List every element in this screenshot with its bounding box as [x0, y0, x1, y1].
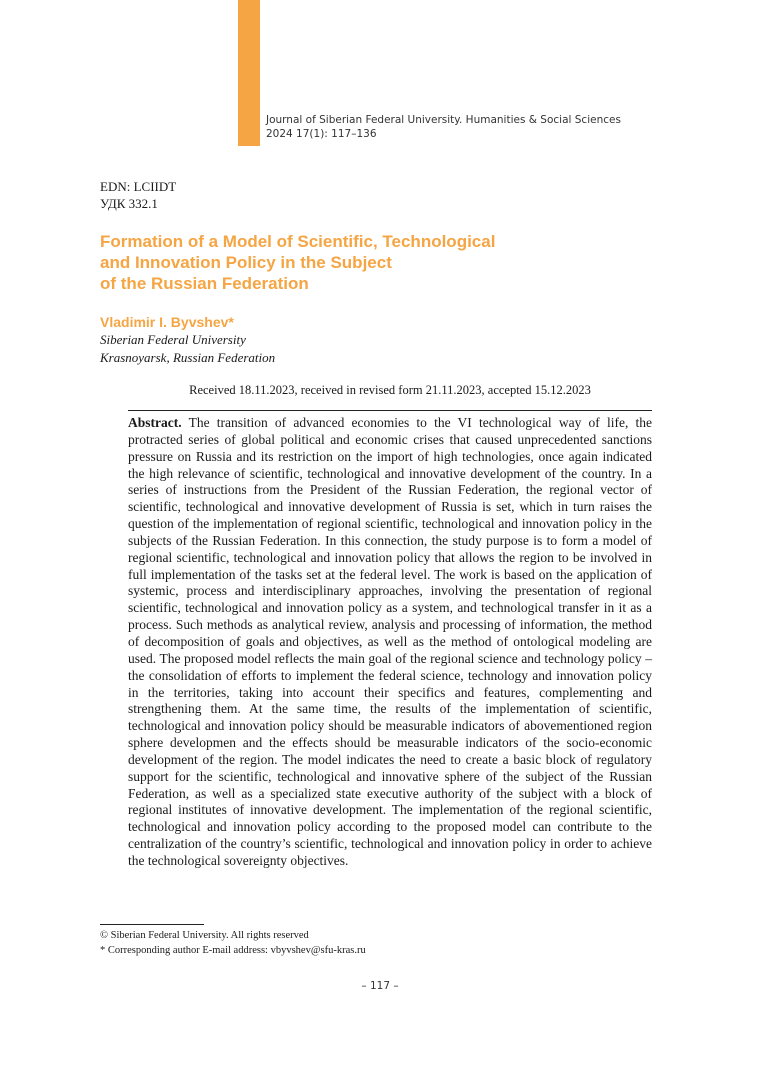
footnotes [100, 928, 366, 958]
article-title [100, 231, 540, 294]
journal-header [266, 113, 621, 141]
title-line-2: and Innovation Policy in the Subject [100, 253, 392, 272]
title-line-3: of the Russian Federation [100, 274, 309, 293]
edn-code: EDN: LCIIDT [100, 179, 177, 194]
affiliation-university: Siberian Federal University [100, 332, 246, 347]
author-affiliation [100, 331, 275, 367]
copyright-note: © Siberian Federal University. All rights reserved [100, 930, 309, 941]
classification-codes [100, 178, 176, 212]
abstract-top-rule [128, 410, 652, 411]
received-dates: Received 18.11.2023, received in revised form 21.11.2023, accepted 15.12.2023 [189, 383, 591, 397]
journal-name: Journal of Siberian Federal University. Humanities & Social Sciences [266, 114, 621, 126]
footnote-rule [100, 924, 204, 925]
udk-code: УДК 332.1 [100, 196, 158, 211]
corresponding-author-note: * Corresponding author E-mail address: vbyvshev@sfu-kras.ru [100, 945, 366, 956]
author-name: Vladimir I. Byvshev* [100, 314, 234, 330]
journal-volume: 2024 17(1): 117–136 [266, 128, 377, 140]
journal-accent-bar [238, 0, 260, 146]
abstract-text: The transition of advanced economies to the VI technological way of life, the protracted series of global political and economic crises that caused unprecedented sanctions pressure on Russia and its restriction on the import of high technologies, once again indicated the high relevance of scientific, technological and innovative development of the country. In a series of instructions from the President of the Russian Federation, the regional vector of scientific, technological and innovative development of Russia is set, which in turn raises the question of the implementation of regional scientific, technological and innovation policy in the subjects of the Russian Federation. In this connection, the study purpose is to form a model of regional scientific, technological and innovation policy that allows the region to be involved in full implementation of the tasks set at the federal level. The work is based on the application of systemic, process and interdisciplinary approaches, involving the presentation of regional scientific, technological and innovation policy as a system, and technological transfer in it as a process. Such methods as analytical review, analysis and processing of information, the method of decomposition of goals and objectives, as well as the method of ontological modeling are used. The proposed model reflects the main goal of the regional science and technology policy – the consolidation of efforts to implement the federal science, technology and innovation policy in the territories, taking into account their specifics and features, complementing and strengthening them. At the same time, the results of the implementation of scientific, technological and innovation policy should be measurable indicators of abovementioned region sphere developmen and the effects should be measurable indicators of the socio-economic development of the region. The model indicates the need to create a basic block of regulatory support for the scientific, technological and innovative sphere of the subject of the Russian Federation, as well as a specialized state executive authority of the subject with a block of regional institutes of innovative development. The implementation of the regional scientific, technological and innovation policy according to the proposed model can contribute to the centralization of the country’s scientific, technological and innovation policy in order to achieve the technological sovereignty objectives. [128, 415, 652, 868]
abstract-label: Abstract. [128, 415, 182, 430]
affiliation-location: Krasnoyarsk, Russian Federation [100, 350, 276, 365]
abstract [128, 415, 652, 870]
page-number: – 117 – [361, 980, 399, 992]
title-line-1: Formation of a Model of Scientific, Technological [100, 232, 496, 251]
